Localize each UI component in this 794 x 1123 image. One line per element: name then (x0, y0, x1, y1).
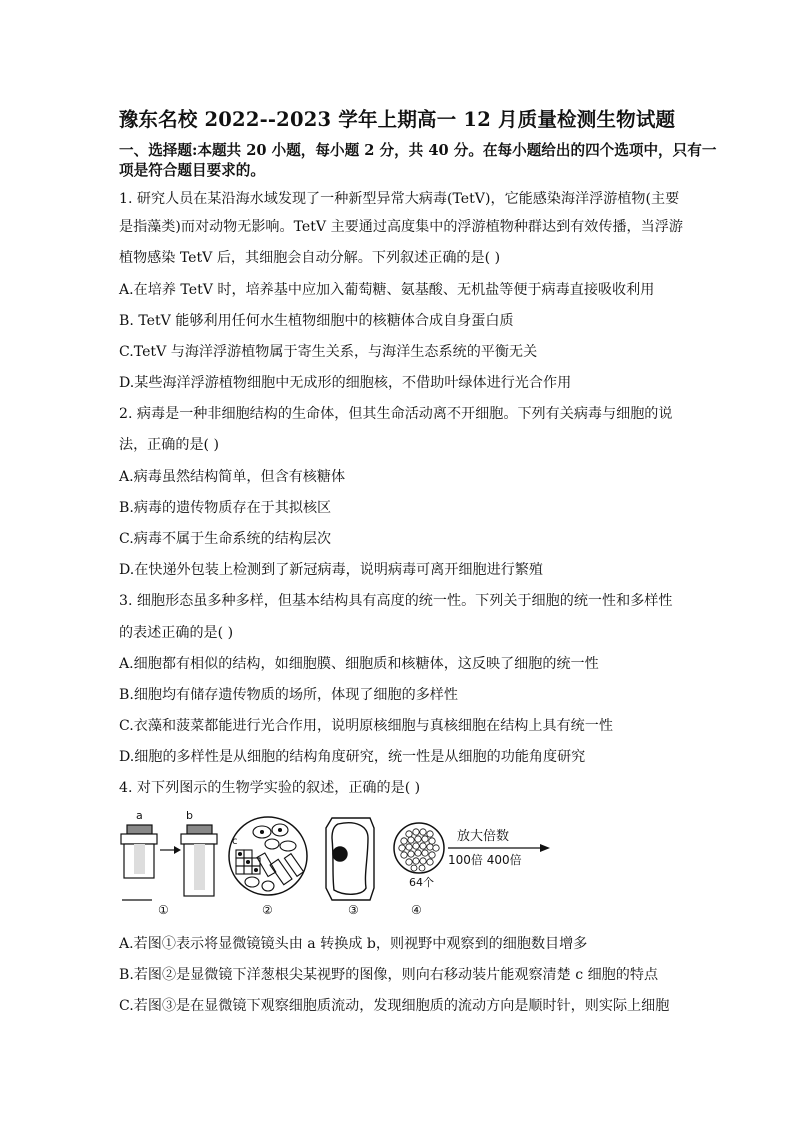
figure-num-3: ③ (348, 903, 359, 917)
lens-b-cap (187, 825, 212, 834)
figure-num-4: ④ (411, 903, 422, 917)
q3-stem-line2: 的表述正确的是( ) (119, 625, 234, 641)
section-heading-line1: 一、选择题:本题共 20 小题，每小题 2 分，共 40 分。在每小题给出的四个选项中，只有一 (119, 142, 717, 159)
figure-num-2: ② (262, 903, 273, 917)
nucleus (333, 847, 347, 861)
objective-lenses-diagram (121, 809, 217, 917)
lens-a-collar (121, 834, 157, 844)
q3-option-b: B.细胞均有储存遗传物质的场所，体现了细胞的多样性 (119, 687, 458, 703)
q2-option-d: D.在快递外包装上检测到了新冠病毒，说明病毒可离开细胞进行繁殖 (119, 562, 543, 578)
q1-stem-line2: 是指藻类)而对动物无影响。TetV 主要通过高度集中的浮游植物种群达到有效传播，当浮游 (119, 219, 683, 235)
label-c: c (232, 836, 238, 847)
q3-option-c: C.衣藻和菠菜都能进行光合作用，说明原核细胞与真核细胞在结构上具有统一性 (119, 718, 613, 734)
q1-option-c: C.TetV 与海洋浮游植物属于寄生关系，与海洋生态系统的平衡无关 (119, 344, 538, 360)
q1-option-d: D.某些海洋浮游植物细胞中无成形的细胞核，不借助叶绿体进行光合作用 (119, 375, 572, 391)
q3-option-d: D.细胞的多样性是从细胞的结构角度研究，统一性是从细胞的功能角度研究 (119, 749, 586, 765)
q4-stem: 4. 对下列图示的生物学实验的叙述，正确的是( ) (119, 780, 421, 796)
q4-option-a: A.若图①表示将显微镜镜头由 a 转换成 b，则视野中观察到的细胞数目增多 (119, 936, 588, 952)
q1-stem-line1: 1. 研究人员在某沿海水域发现了一种新型异常大病毒(TetV)，它能感染海洋浮游植物(主要 (119, 191, 680, 207)
cell-count-label: 64个 (409, 876, 434, 889)
lens-b-collar (181, 834, 217, 844)
q1-stem-line3: 植物感染 TetV 后，其细胞会自动分解。下列叙述正确的是( ) (119, 250, 501, 266)
cell-count-view-diagram (394, 823, 550, 917)
q3-option-a: A.细胞都有相似的结构，如细胞膜、细胞质和核糖体，这反映了细胞的统一性 (119, 656, 599, 672)
section-heading-line2: 项是符合题目要求的。 (119, 162, 265, 179)
figure-num-1: ① (158, 903, 169, 917)
q3-stem-line1: 3. 细胞形态虽多种多样，但基本结构具有高度的统一性。下列关于细胞的统一性和多样性 (119, 593, 673, 609)
q1-option-b: B. TetV 能够利用任何水生植物细胞中的核糖体合成自身蛋白质 (119, 313, 514, 329)
q1-option-a: A.在培养 TetV 时，培养基中应加入葡萄糖、氨基酸、无机盐等便于病毒直接吸收利用 (119, 282, 655, 298)
field-of-view-circle (229, 817, 307, 895)
q2-option-a: A.病毒虽然结构简单，但含有核糖体 (119, 469, 346, 485)
magnification-values: 100倍 400倍 (448, 853, 522, 867)
lens-a-cap (127, 825, 152, 834)
q4-figure (112, 808, 552, 926)
q2-option-c: C.病毒不属于生命系统的结构层次 (119, 531, 332, 547)
q2-stem-line1: 2. 病毒是一种非细胞结构的生命体，但其生命活动离不开细胞。下列有关病毒与细胞的说 (119, 406, 673, 422)
q4-option-b: B.若图②是显微镜下洋葱根尖某视野的图像，则向右移动装片能观察清楚 c 细胞的特点 (119, 967, 659, 983)
label-a: a (136, 809, 143, 822)
label-b: b (186, 809, 193, 822)
q2-option-b: B.病毒的遗传物质存在于其拟核区 (119, 500, 332, 516)
root-tip-view-diagram (229, 817, 307, 917)
page-title: 豫东名校 2022--2023 学年上期高一 12 月质量检测生物试题 (118, 108, 676, 131)
magnification-title: 放大倍数 (457, 829, 510, 844)
q2-stem-line2: 法，正确的是( ) (119, 437, 220, 453)
q4-option-c: C.若图③是在显微镜下观察细胞质流动，发现细胞质的流动方向是顺时针，则实际上细胞 (119, 998, 670, 1014)
plant-cell-diagram (326, 818, 374, 917)
